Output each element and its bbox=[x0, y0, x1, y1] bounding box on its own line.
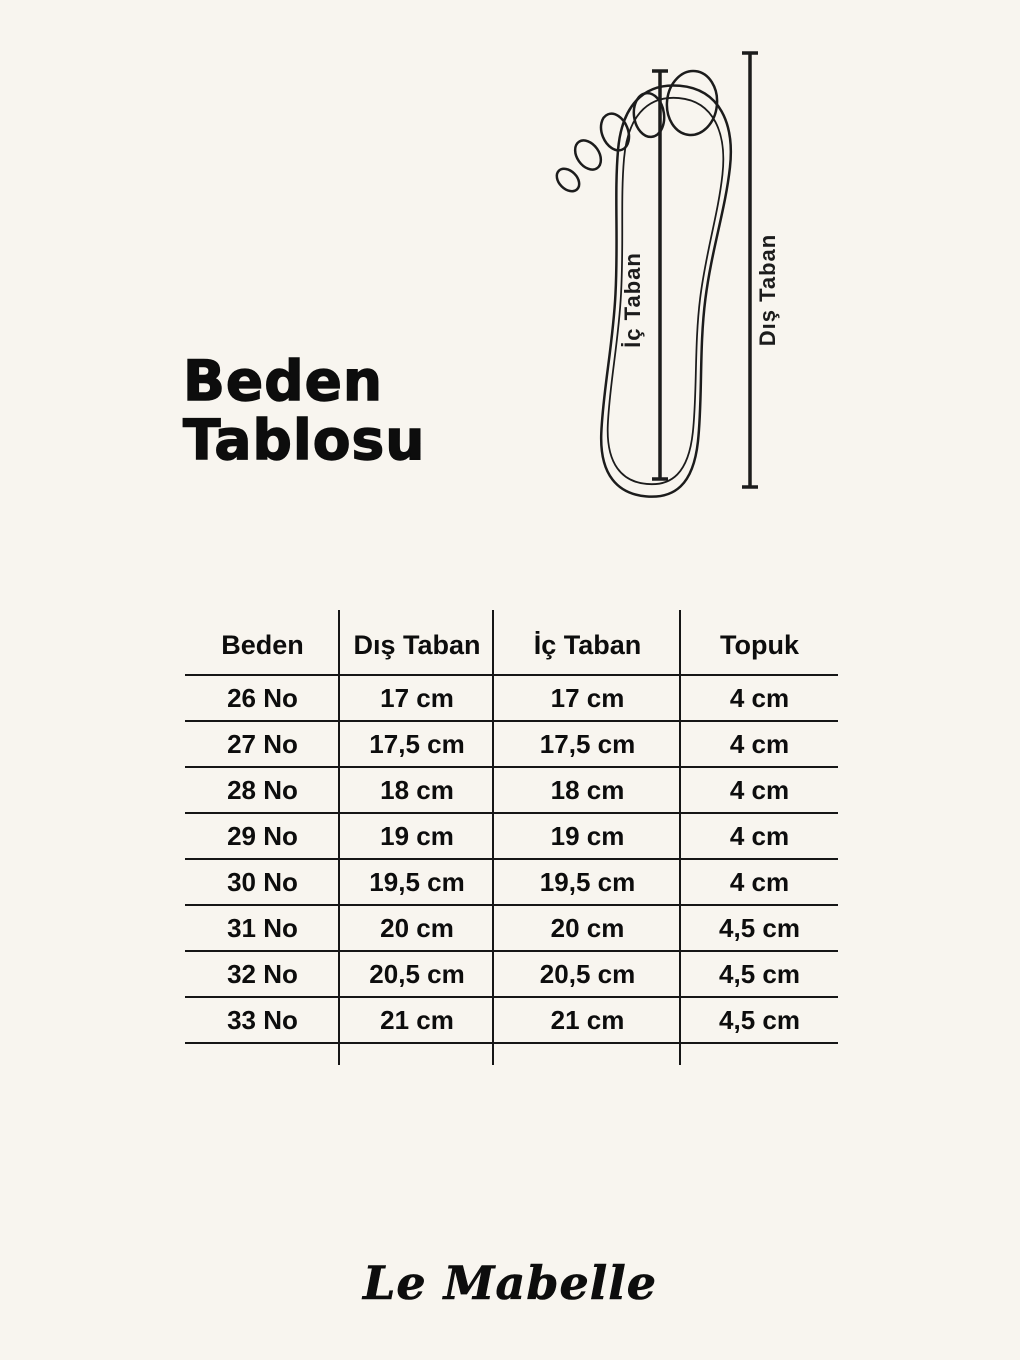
table-cell: 20 cm bbox=[550, 912, 625, 943]
table-header-row bbox=[185, 616, 838, 676]
table-header-beden: Beden bbox=[221, 629, 304, 660]
column-separator bbox=[679, 610, 681, 1065]
foot-measurement-diagram bbox=[540, 35, 840, 515]
table-header-dis-taban: Dış Taban bbox=[353, 629, 481, 660]
dis-taban-label: Dış Taban bbox=[755, 233, 780, 347]
table-cell: 4 cm bbox=[729, 866, 790, 897]
toe-icon bbox=[596, 110, 634, 155]
page-title bbox=[183, 349, 426, 473]
table-cell: 20,5 cm bbox=[539, 958, 636, 989]
column-separator bbox=[492, 610, 494, 1065]
table-cell: 20 cm bbox=[380, 912, 454, 943]
table-cell: 4 cm bbox=[729, 682, 790, 713]
inner-sole-measure-line bbox=[652, 71, 668, 479]
table-cell: 4 cm bbox=[729, 774, 790, 805]
table-cell: 29 No bbox=[227, 820, 298, 851]
table-row bbox=[185, 676, 838, 722]
title-line-2: Tablosu bbox=[183, 408, 426, 473]
table-cell: 27 No bbox=[227, 728, 298, 759]
table-cell: 19,5 cm bbox=[539, 866, 636, 897]
table-cell: 17,5 cm bbox=[369, 728, 465, 759]
table-cell: 4,5 cm bbox=[719, 1004, 800, 1035]
table-cell: 18 cm bbox=[380, 774, 454, 805]
table-cell: 21 cm bbox=[380, 1004, 454, 1035]
size-table bbox=[185, 616, 838, 1044]
table-header-ic-taban: İç Taban bbox=[533, 629, 642, 660]
ic-taban-label: İç Taban bbox=[620, 252, 645, 348]
title-line-1: Beden bbox=[183, 349, 384, 413]
table-cell: 4,5 cm bbox=[719, 912, 800, 943]
foot-outline-icon bbox=[588, 81, 737, 501]
table-cell: 4 cm bbox=[729, 820, 790, 851]
table-cell: 20,5 cm bbox=[369, 958, 465, 989]
table-cell: 19 cm bbox=[550, 820, 625, 851]
toe-icon bbox=[552, 164, 583, 195]
table-row bbox=[185, 722, 838, 768]
table-cell: 28 No bbox=[227, 774, 298, 805]
toe-icon bbox=[570, 136, 606, 175]
table-cell: 4,5 cm bbox=[719, 958, 800, 989]
table-cell: 17 cm bbox=[550, 682, 625, 713]
table-cell: 30 No bbox=[227, 866, 298, 897]
table-row bbox=[185, 952, 838, 998]
table-row bbox=[185, 860, 838, 906]
table-cell: 17,5 cm bbox=[539, 728, 636, 759]
table-cell: 21 cm bbox=[550, 1004, 625, 1035]
big-toe-icon bbox=[664, 69, 720, 138]
table-cell: 19 cm bbox=[380, 820, 454, 851]
table-row bbox=[185, 768, 838, 814]
table-cell: 4 cm bbox=[729, 728, 790, 759]
table-cell: 31 No bbox=[227, 912, 298, 943]
table-row bbox=[185, 814, 838, 860]
table-cell: 18 cm bbox=[550, 774, 625, 805]
table-cell: 19,5 cm bbox=[369, 866, 465, 897]
table-header-topuk: Topuk bbox=[720, 629, 799, 660]
column-separator bbox=[338, 610, 340, 1065]
brand-logo: Le Mabelle bbox=[363, 1256, 657, 1310]
table-cell: 32 No bbox=[227, 958, 298, 989]
table-cell: 17 cm bbox=[380, 682, 454, 713]
table-row bbox=[185, 998, 838, 1044]
table-cell: 33 No bbox=[227, 1004, 298, 1035]
table-row bbox=[185, 906, 838, 952]
table-cell: 26 No bbox=[227, 682, 298, 713]
foot-outline-outer bbox=[588, 81, 737, 501]
